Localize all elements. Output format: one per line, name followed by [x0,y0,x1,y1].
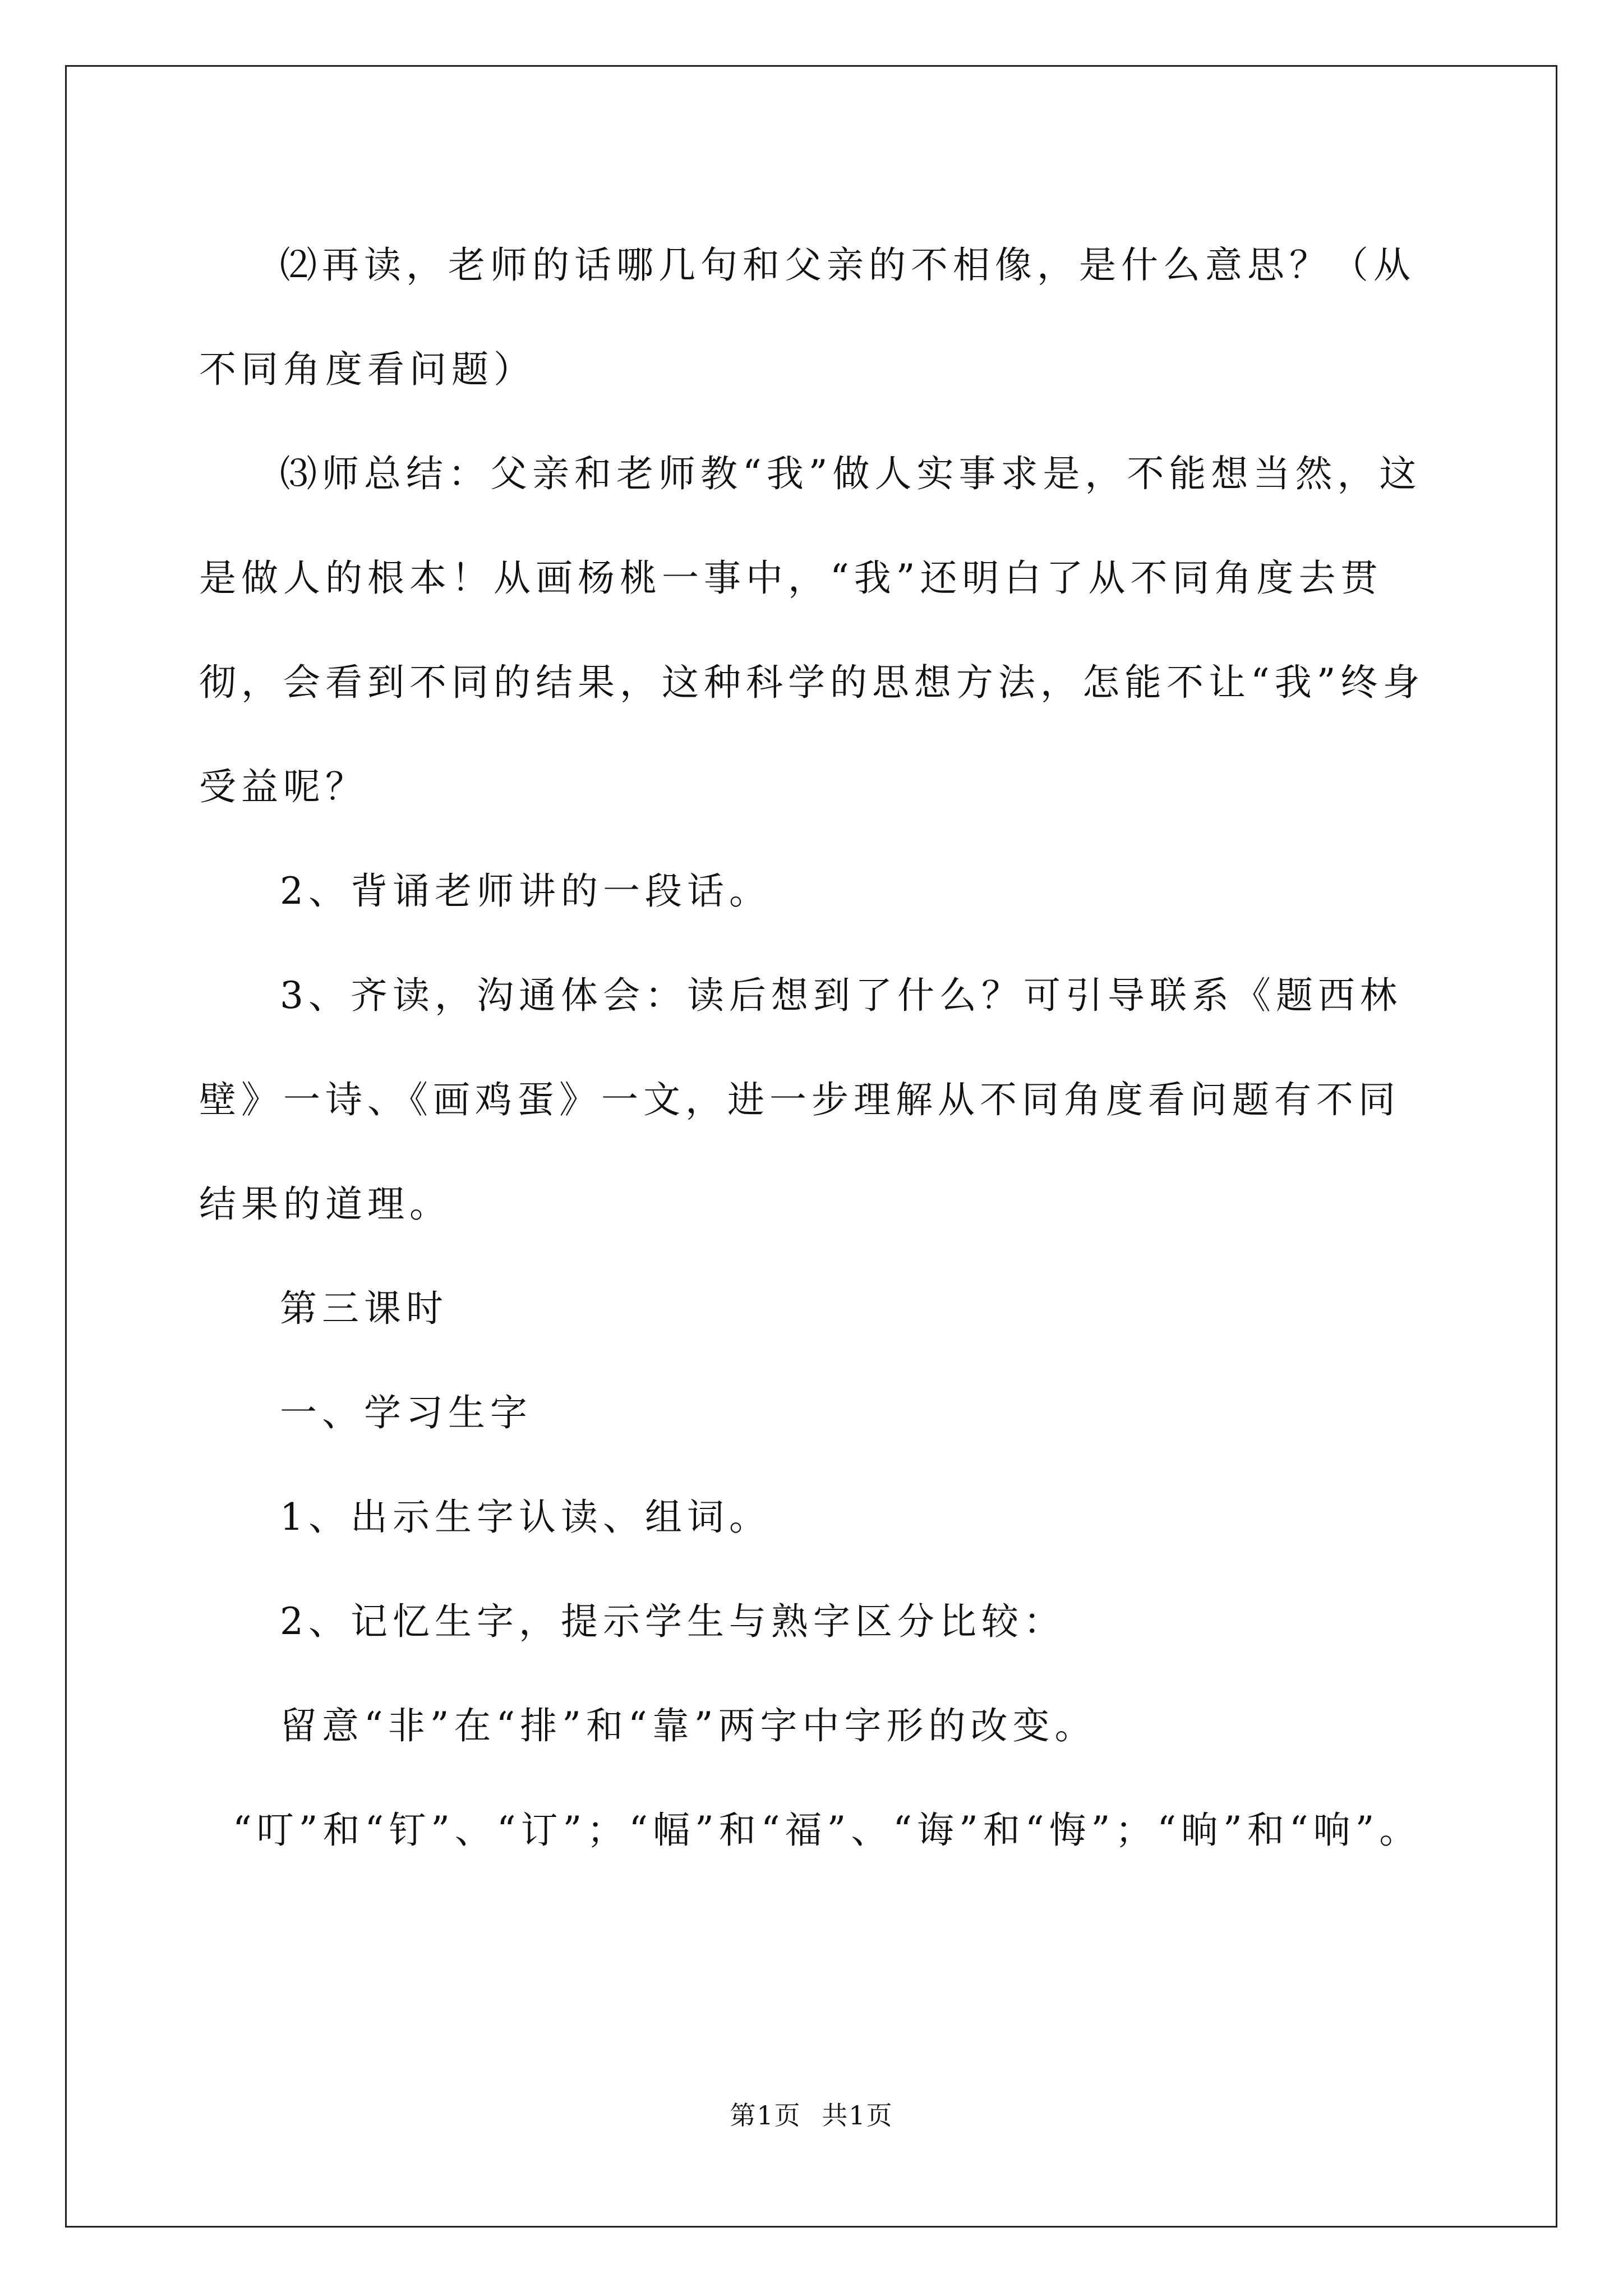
paragraph: ⑶师总结：父亲和老师教“我”做人实事求是，不能想当然，这是做人的根本！从画杨桃一事中，“我”还明白了从不同角度去贯彻，会看到不同的结果，这种科学的思想方法，怎能不让“我”终身受益呢？ [199,452,1425,808]
paragraph: ⑵再读，老师的话哪几句和父亲的不相像，是什么意思？（从不同角度看问题） [199,243,1415,391]
section-heading: 第三课时 [280,1287,448,1330]
page-number: 第1页 [730,2100,801,2131]
page-total: 共1页 [822,2100,893,2131]
document-body [199,213,1433,1883]
paragraph: 2、记忆生字，提示学生与熟字区分比较： [280,1600,1066,1643]
paragraph: 1、出示生字认读、组词。 [280,1496,771,1539]
paragraph: 留意“非”在“排”和“靠”两字中字形的改变。 [280,1704,1097,1747]
paragraph: 一、学习生字 [280,1391,532,1434]
paragraph: 2、背诵老师讲的一段话。 [280,869,771,913]
page-footer [0,2095,1623,2132]
paragraph: 3、齐读，沟通体会：读后想到了什么？可引导联系《题西林壁》一诗、《画鸡蛋》一文，进一步理解从不同角度看问题有不同结果的道理。 [199,974,1402,1226]
paragraph: “叮”和“钉”、“订”；“幅”和“福”、“诲”和“悔”；“晌”和“响”。 [199,1809,1422,1852]
